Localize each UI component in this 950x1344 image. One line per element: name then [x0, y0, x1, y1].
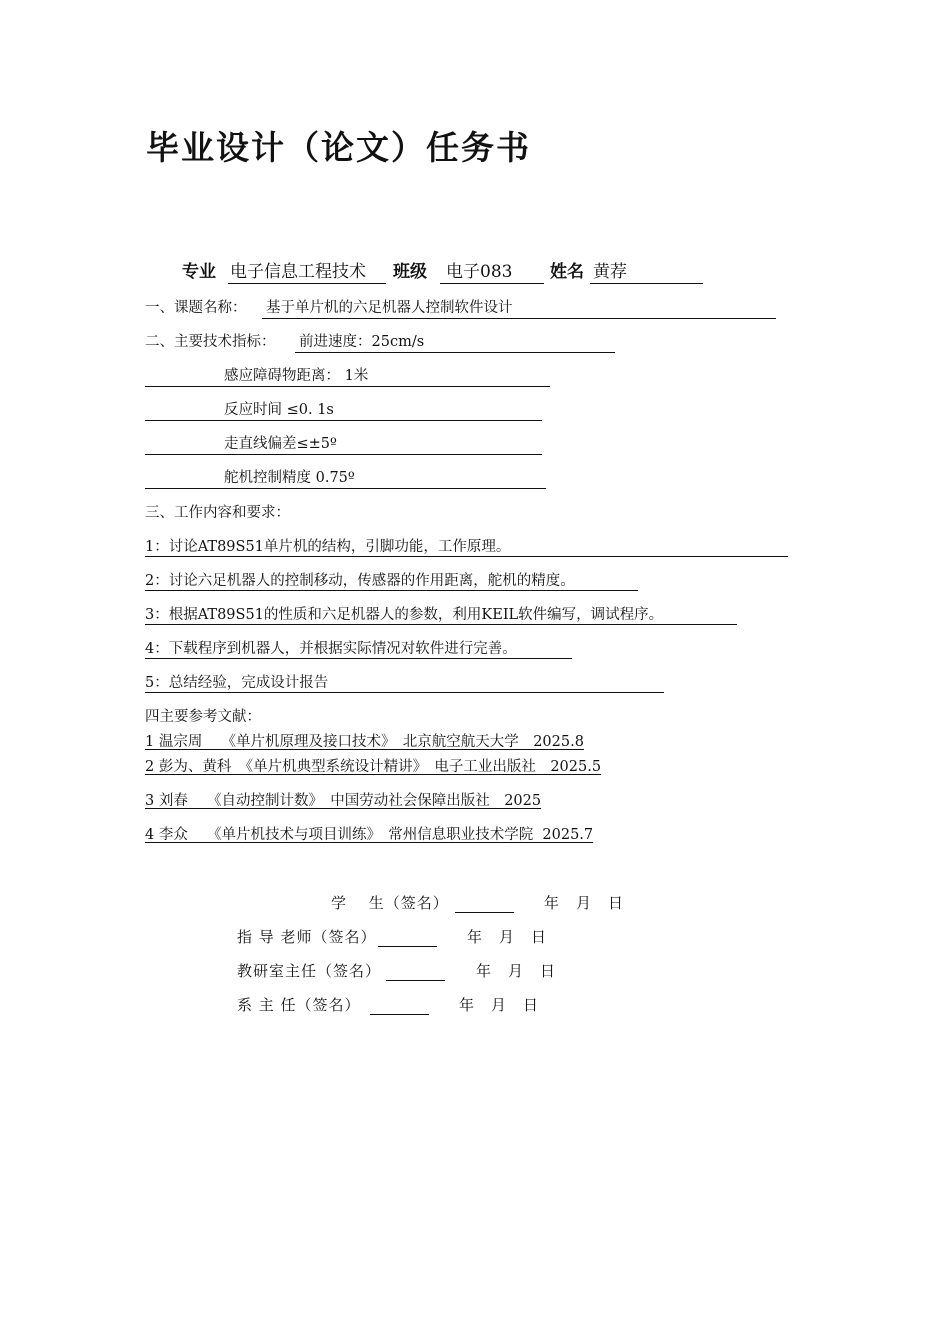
name-value: 黄荐: [593, 262, 627, 282]
document-title: 毕业设计（论文）任务书: [146, 128, 531, 167]
class-value: 电子083: [446, 262, 513, 282]
class-underline: [440, 283, 544, 284]
signature-line: [455, 912, 514, 913]
signature-line: [378, 946, 437, 947]
signature-line: [370, 1014, 429, 1015]
work-item: 4：下载程序到机器人，并根据实际情况对软件进行完善。: [145, 641, 517, 657]
department-head-signature-label: 教研室主任（签名）: [237, 962, 382, 980]
reference-item: 2 彭为、黄科 《单片机典型系统设计精讲》 电子工业出版社 2025.5: [145, 759, 602, 775]
topic-value: 基于单片机的六足机器人控制软件设计: [266, 300, 513, 316]
signature-date: 年 月 日: [476, 962, 557, 980]
major-label: 专业: [182, 262, 216, 282]
work-item: 3：根据AT89S51的性质和六足机器人的参数，利用KEIL软件编写，调试程序。: [145, 607, 664, 623]
work-underline: [145, 658, 572, 659]
reference-item: 3 刘春 《自动控制计数》 中国劳动社会保障出版社 2025: [145, 793, 542, 809]
name-underline: [590, 283, 703, 284]
signature-date: 年 月 日: [467, 928, 548, 946]
work-item: 1：讨论AT89S51单片机的结构，引脚功能，工作原理。: [145, 539, 511, 555]
spec-item: 反应时间 ≤0. 1s: [224, 402, 334, 418]
reference-item: 4 李众 《单片机技术与项目训练》 常州信息职业技术学院 2025.7: [145, 827, 594, 843]
advisor-signature-label: 指 导 老师（签名）: [237, 928, 377, 946]
signature-line: [386, 980, 445, 981]
signature-date: 年 月 日: [544, 894, 625, 912]
work-label: 三、工作内容和要求：: [145, 505, 290, 521]
work-item: 2：讨论六足机器人的控制移动，传感器的作用距离，舵机的精度。: [145, 573, 575, 589]
work-underline: [145, 590, 638, 591]
signature-date: 年 月 日: [459, 996, 540, 1014]
reference-item: 1 温宗周 《单片机原理及接口技术》 北京航空航天大学 2025.8: [145, 734, 584, 750]
topic-underline: [262, 318, 776, 319]
spec-item: 走直线偏差≤±5º: [224, 436, 337, 452]
name-label: 姓名: [550, 262, 584, 282]
spec-underline: [145, 454, 542, 455]
work-underline: [145, 624, 737, 625]
work-underline: [145, 556, 788, 557]
work-underline: [145, 692, 664, 693]
spec-item: 感应障碍物距离： 1米: [224, 368, 369, 384]
spec-item: 前进速度：25cm/s: [299, 334, 425, 350]
spec-underline: [145, 488, 546, 489]
dean-signature-label: 系 主 任（签名）: [237, 996, 361, 1014]
specs-label: 二、主要技术指标：: [145, 334, 276, 350]
references-label: 四主要参考文献：: [145, 709, 261, 725]
major-underline: [228, 283, 386, 284]
student-signature-label: 学 生（签名）: [331, 894, 449, 912]
topic-label: 一、课题名称：: [145, 300, 247, 316]
major-value: 电子信息工程技术: [230, 262, 366, 282]
spec-underline: [145, 420, 542, 421]
class-label: 班级: [393, 262, 427, 282]
spec-underline: [145, 386, 550, 387]
spec-item: 舵机控制精度 0.75º: [224, 470, 355, 486]
work-item: 5：总结经验，完成设计报告: [145, 675, 329, 691]
spec-underline: [295, 352, 615, 353]
